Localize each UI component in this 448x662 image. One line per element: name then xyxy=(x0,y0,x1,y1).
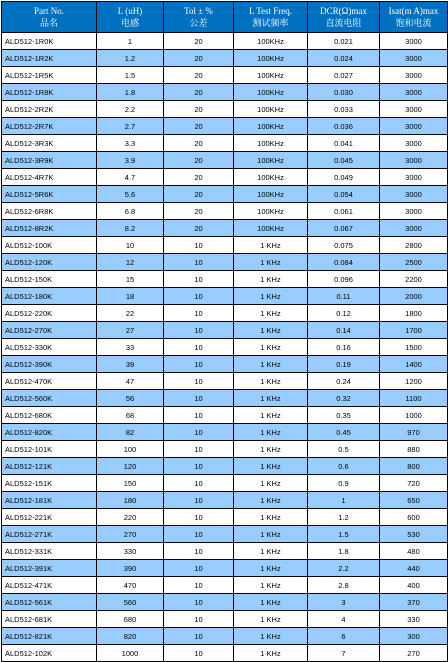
cell-inductance: 27 xyxy=(97,322,164,339)
header-test-freq xyxy=(234,2,308,33)
header-inductance-en: L (uH) xyxy=(117,6,143,16)
table-row xyxy=(2,67,448,84)
cell-isat: 3000 xyxy=(380,118,448,135)
cell-dcr: 0.5 xyxy=(308,441,380,458)
cell-isat: 3000 xyxy=(380,186,448,203)
table-row xyxy=(2,305,448,322)
cell-dcr: 0.9 xyxy=(308,475,380,492)
cell-dcr: 4 xyxy=(308,611,380,628)
cell-dcr: 0.021 xyxy=(308,33,380,50)
table-row xyxy=(2,407,448,424)
cell-isat: 440 xyxy=(380,560,448,577)
cell-test-freq: 1 KHz xyxy=(234,645,308,662)
cell-isat: 3000 xyxy=(380,152,448,169)
cell-part-no: ALD512-470K xyxy=(2,373,97,390)
cell-tolerance: 10 xyxy=(164,475,234,492)
cell-isat: 530 xyxy=(380,526,448,543)
cell-dcr: 0.049 xyxy=(308,169,380,186)
cell-tolerance: 10 xyxy=(164,390,234,407)
cell-isat: 880 xyxy=(380,441,448,458)
cell-tolerance: 20 xyxy=(164,152,234,169)
table-row xyxy=(2,475,448,492)
table-row xyxy=(2,424,448,441)
table-row xyxy=(2,594,448,611)
cell-part-no: ALD512-270K xyxy=(2,322,97,339)
table-row xyxy=(2,628,448,645)
cell-inductance: 820 xyxy=(97,628,164,645)
header-part-no xyxy=(2,2,97,33)
cell-inductance: 1.8 xyxy=(97,84,164,101)
cell-inductance: 120 xyxy=(97,458,164,475)
table-row xyxy=(2,509,448,526)
cell-dcr: 1.8 xyxy=(308,543,380,560)
cell-test-freq: 1 KHz xyxy=(234,322,308,339)
cell-inductance: 56 xyxy=(97,390,164,407)
cell-part-no: ALD512-150K xyxy=(2,271,97,288)
cell-dcr: 1.2 xyxy=(308,509,380,526)
cell-isat: 270 xyxy=(380,645,448,662)
table-row xyxy=(2,135,448,152)
cell-tolerance: 10 xyxy=(164,645,234,662)
cell-tolerance: 20 xyxy=(164,169,234,186)
cell-part-no: ALD512-121K xyxy=(2,458,97,475)
cell-dcr: 0.24 xyxy=(308,373,380,390)
table-row xyxy=(2,50,448,67)
cell-inductance: 220 xyxy=(97,509,164,526)
table-row xyxy=(2,237,448,254)
cell-isat: 3000 xyxy=(380,67,448,84)
cell-isat: 3000 xyxy=(380,220,448,237)
cell-part-no: ALD512-471K xyxy=(2,577,97,594)
cell-dcr: 0.35 xyxy=(308,407,380,424)
table-row xyxy=(2,322,448,339)
table-row xyxy=(2,373,448,390)
cell-part-no: ALD512-101K xyxy=(2,441,97,458)
cell-inductance: 39 xyxy=(97,356,164,373)
cell-isat: 1400 xyxy=(380,356,448,373)
cell-part-no: ALD512-5R6K xyxy=(2,186,97,203)
table-row xyxy=(2,560,448,577)
cell-test-freq: 100KHz xyxy=(234,186,308,203)
cell-part-no: ALD512-8R2K xyxy=(2,220,97,237)
cell-isat: 2500 xyxy=(380,254,448,271)
cell-test-freq: 100KHz xyxy=(234,50,308,67)
table-row xyxy=(2,645,448,662)
cell-test-freq: 1 KHz xyxy=(234,509,308,526)
cell-part-no: ALD512-390K xyxy=(2,356,97,373)
cell-dcr: 0.061 xyxy=(308,203,380,220)
cell-inductance: 22 xyxy=(97,305,164,322)
cell-test-freq: 1 KHz xyxy=(234,271,308,288)
cell-tolerance: 20 xyxy=(164,118,234,135)
cell-tolerance: 20 xyxy=(164,220,234,237)
cell-inductance: 10 xyxy=(97,237,164,254)
cell-test-freq: 1 KHz xyxy=(234,356,308,373)
cell-isat: 330 xyxy=(380,611,448,628)
table-row xyxy=(2,118,448,135)
table-row xyxy=(2,33,448,50)
cell-inductance: 100 xyxy=(97,441,164,458)
cell-tolerance: 10 xyxy=(164,339,234,356)
cell-isat: 300 xyxy=(380,628,448,645)
cell-dcr: 0.033 xyxy=(308,101,380,118)
cell-test-freq: 100KHz xyxy=(234,152,308,169)
cell-inductance: 2.7 xyxy=(97,118,164,135)
cell-part-no: ALD512-1R0K xyxy=(2,33,97,50)
cell-part-no: ALD512-120K xyxy=(2,254,97,271)
cell-dcr: 0.19 xyxy=(308,356,380,373)
header-tolerance-cn: 公差 xyxy=(189,18,208,28)
cell-dcr: 0.024 xyxy=(308,50,380,67)
cell-tolerance: 20 xyxy=(164,84,234,101)
cell-dcr: 0.067 xyxy=(308,220,380,237)
cell-part-no: ALD512-1R5K xyxy=(2,67,97,84)
cell-inductance: 82 xyxy=(97,424,164,441)
cell-dcr: 0.054 xyxy=(308,186,380,203)
cell-tolerance: 10 xyxy=(164,543,234,560)
cell-dcr: 0.027 xyxy=(308,67,380,84)
cell-isat: 1500 xyxy=(380,339,448,356)
cell-test-freq: 1 KHz xyxy=(234,390,308,407)
header-dcr-cn: 直流电阻 xyxy=(325,18,362,28)
cell-part-no: ALD512-1R8K xyxy=(2,84,97,101)
cell-tolerance: 10 xyxy=(164,322,234,339)
table-row xyxy=(2,577,448,594)
cell-part-no: ALD512-3R9K xyxy=(2,152,97,169)
cell-test-freq: 1 KHz xyxy=(234,543,308,560)
cell-tolerance: 10 xyxy=(164,526,234,543)
cell-inductance: 270 xyxy=(97,526,164,543)
header-row xyxy=(2,2,448,33)
cell-inductance: 330 xyxy=(97,543,164,560)
cell-test-freq: 1 KHz xyxy=(234,458,308,475)
cell-test-freq: 1 KHz xyxy=(234,475,308,492)
cell-inductance: 680 xyxy=(97,611,164,628)
cell-isat: 600 xyxy=(380,509,448,526)
cell-tolerance: 10 xyxy=(164,577,234,594)
cell-tolerance: 10 xyxy=(164,560,234,577)
table-row xyxy=(2,526,448,543)
table-row xyxy=(2,441,448,458)
cell-tolerance: 10 xyxy=(164,594,234,611)
table-row xyxy=(2,339,448,356)
cell-inductance: 8.2 xyxy=(97,220,164,237)
cell-tolerance: 10 xyxy=(164,271,234,288)
cell-part-no: ALD512-100K xyxy=(2,237,97,254)
cell-dcr: 0.084 xyxy=(308,254,380,271)
header-part-no-cn: 品名 xyxy=(39,18,58,28)
header-dcr xyxy=(308,2,380,33)
cell-dcr: 0.036 xyxy=(308,118,380,135)
table-row xyxy=(2,492,448,509)
cell-inductance: 1 xyxy=(97,33,164,50)
table-row xyxy=(2,611,448,628)
cell-part-no: ALD512-3R3K xyxy=(2,135,97,152)
cell-test-freq: 1 KHz xyxy=(234,441,308,458)
cell-tolerance: 10 xyxy=(164,254,234,271)
cell-tolerance: 10 xyxy=(164,237,234,254)
cell-test-freq: 1 KHz xyxy=(234,526,308,543)
cell-inductance: 12 xyxy=(97,254,164,271)
cell-dcr: 0.041 xyxy=(308,135,380,152)
cell-part-no: ALD512-180K xyxy=(2,288,97,305)
cell-tolerance: 10 xyxy=(164,407,234,424)
table-row xyxy=(2,186,448,203)
cell-inductance: 3.3 xyxy=(97,135,164,152)
cell-part-no: ALD512-391K xyxy=(2,560,97,577)
cell-tolerance: 10 xyxy=(164,458,234,475)
cell-isat: 2200 xyxy=(380,271,448,288)
cell-dcr: 0.45 xyxy=(308,424,380,441)
cell-part-no: ALD512-2R7K xyxy=(2,118,97,135)
cell-isat: 370 xyxy=(380,594,448,611)
cell-test-freq: 100KHz xyxy=(234,169,308,186)
cell-isat: 3000 xyxy=(380,135,448,152)
table-row xyxy=(2,220,448,237)
cell-part-no: ALD512-2R2K xyxy=(2,101,97,118)
cell-tolerance: 10 xyxy=(164,373,234,390)
cell-isat: 3000 xyxy=(380,101,448,118)
cell-part-no: ALD512-820K xyxy=(2,424,97,441)
cell-part-no: ALD512-181K xyxy=(2,492,97,509)
cell-isat: 2800 xyxy=(380,237,448,254)
table-row xyxy=(2,101,448,118)
cell-dcr: 0.16 xyxy=(308,339,380,356)
cell-part-no: ALD512-221K xyxy=(2,509,97,526)
cell-dcr: 3 xyxy=(308,594,380,611)
cell-inductance: 6.8 xyxy=(97,203,164,220)
cell-test-freq: 100KHz xyxy=(234,203,308,220)
cell-test-freq: 1 KHz xyxy=(234,373,308,390)
cell-isat: 1800 xyxy=(380,305,448,322)
cell-inductance: 5.6 xyxy=(97,186,164,203)
cell-test-freq: 1 KHz xyxy=(234,339,308,356)
cell-inductance: 1.5 xyxy=(97,67,164,84)
header-tolerance xyxy=(164,2,234,33)
cell-test-freq: 1 KHz xyxy=(234,611,308,628)
cell-tolerance: 10 xyxy=(164,492,234,509)
cell-inductance: 47 xyxy=(97,373,164,390)
cell-isat: 3000 xyxy=(380,33,448,50)
cell-inductance: 18 xyxy=(97,288,164,305)
header-inductance-cn: 电感 xyxy=(120,18,139,28)
cell-dcr: 0.11 xyxy=(308,288,380,305)
cell-dcr: 7 xyxy=(308,645,380,662)
cell-part-no: ALD512-330K xyxy=(2,339,97,356)
cell-part-no: ALD512-561K xyxy=(2,594,97,611)
cell-part-no: ALD512-1R2K xyxy=(2,50,97,67)
cell-test-freq: 100KHz xyxy=(234,67,308,84)
header-inductance xyxy=(97,2,164,33)
cell-inductance: 180 xyxy=(97,492,164,509)
table-header xyxy=(2,2,448,33)
cell-isat: 970 xyxy=(380,424,448,441)
cell-dcr: 0.12 xyxy=(308,305,380,322)
cell-test-freq: 1 KHz xyxy=(234,560,308,577)
cell-tolerance: 10 xyxy=(164,356,234,373)
cell-inductance: 560 xyxy=(97,594,164,611)
cell-inductance: 68 xyxy=(97,407,164,424)
cell-dcr: 0.030 xyxy=(308,84,380,101)
cell-tolerance: 10 xyxy=(164,509,234,526)
cell-part-no: ALD512-220K xyxy=(2,305,97,322)
table-row xyxy=(2,169,448,186)
cell-part-no: ALD512-681K xyxy=(2,611,97,628)
cell-tolerance: 20 xyxy=(164,67,234,84)
cell-isat: 2000 xyxy=(380,288,448,305)
cell-tolerance: 10 xyxy=(164,628,234,645)
cell-test-freq: 1 KHz xyxy=(234,254,308,271)
cell-isat: 1200 xyxy=(380,373,448,390)
table-row xyxy=(2,203,448,220)
cell-isat: 650 xyxy=(380,492,448,509)
cell-isat: 3000 xyxy=(380,203,448,220)
header-part-no-en: Part No. xyxy=(34,6,64,16)
cell-dcr: 0.32 xyxy=(308,390,380,407)
cell-inductance: 4.7 xyxy=(97,169,164,186)
cell-test-freq: 1 KHz xyxy=(234,594,308,611)
cell-tolerance: 20 xyxy=(164,135,234,152)
header-test-freq-en: L Test Freq. xyxy=(248,6,293,16)
cell-isat: 1100 xyxy=(380,390,448,407)
cell-inductance: 15 xyxy=(97,271,164,288)
cell-part-no: ALD512-271K xyxy=(2,526,97,543)
header-tolerance-en: Tol ± % xyxy=(184,6,213,16)
table-row xyxy=(2,152,448,169)
cell-tolerance: 20 xyxy=(164,33,234,50)
cell-isat: 3000 xyxy=(380,50,448,67)
cell-part-no: ALD512-560K xyxy=(2,390,97,407)
cell-test-freq: 100KHz xyxy=(234,33,308,50)
cell-dcr: 0.096 xyxy=(308,271,380,288)
cell-part-no: ALD512-102K xyxy=(2,645,97,662)
cell-inductance: 2.2 xyxy=(97,101,164,118)
cell-isat: 720 xyxy=(380,475,448,492)
cell-isat: 1700 xyxy=(380,322,448,339)
cell-dcr: 1.5 xyxy=(308,526,380,543)
inductor-spec-table xyxy=(1,1,448,662)
table-row xyxy=(2,356,448,373)
cell-test-freq: 100KHz xyxy=(234,84,308,101)
cell-tolerance: 10 xyxy=(164,288,234,305)
cell-isat: 480 xyxy=(380,543,448,560)
cell-dcr: 0.075 xyxy=(308,237,380,254)
table-body xyxy=(2,33,448,662)
cell-isat: 3000 xyxy=(380,169,448,186)
cell-dcr: 0.045 xyxy=(308,152,380,169)
header-isat-cn: 饱和电流 xyxy=(395,18,432,28)
cell-part-no: ALD512-821K xyxy=(2,628,97,645)
cell-isat: 3000 xyxy=(380,84,448,101)
header-dcr-en: DCR(Ω)max xyxy=(320,6,367,16)
cell-test-freq: 100KHz xyxy=(234,101,308,118)
cell-tolerance: 10 xyxy=(164,611,234,628)
cell-inductance: 1000 xyxy=(97,645,164,662)
cell-test-freq: 1 KHz xyxy=(234,628,308,645)
cell-tolerance: 20 xyxy=(164,101,234,118)
cell-isat: 1000 xyxy=(380,407,448,424)
cell-tolerance: 10 xyxy=(164,441,234,458)
cell-inductance: 390 xyxy=(97,560,164,577)
cell-test-freq: 1 KHz xyxy=(234,577,308,594)
cell-part-no: ALD512-151K xyxy=(2,475,97,492)
cell-dcr: 2.2 xyxy=(308,560,380,577)
cell-part-no: ALD512-331K xyxy=(2,543,97,560)
cell-part-no: ALD512-4R7K xyxy=(2,169,97,186)
cell-dcr: 0.14 xyxy=(308,322,380,339)
table-row xyxy=(2,271,448,288)
header-test-freq-cn: 测试频率 xyxy=(252,18,289,28)
cell-test-freq: 1 KHz xyxy=(234,407,308,424)
table-row xyxy=(2,84,448,101)
header-isat xyxy=(380,2,448,33)
cell-tolerance: 10 xyxy=(164,305,234,322)
cell-isat: 800 xyxy=(380,458,448,475)
cell-tolerance: 10 xyxy=(164,424,234,441)
cell-test-freq: 1 KHz xyxy=(234,492,308,509)
cell-test-freq: 100KHz xyxy=(234,220,308,237)
cell-part-no: ALD512-6R8K xyxy=(2,203,97,220)
cell-inductance: 3.9 xyxy=(97,152,164,169)
header-isat-en: Isat(m A)max xyxy=(388,6,439,16)
cell-test-freq: 1 KHz xyxy=(234,305,308,322)
cell-dcr: 6 xyxy=(308,628,380,645)
cell-dcr: 1 xyxy=(308,492,380,509)
cell-isat: 400 xyxy=(380,577,448,594)
cell-test-freq: 100KHz xyxy=(234,135,308,152)
cell-tolerance: 20 xyxy=(164,203,234,220)
table-row xyxy=(2,390,448,407)
cell-tolerance: 20 xyxy=(164,50,234,67)
cell-dcr: 0.6 xyxy=(308,458,380,475)
cell-tolerance: 20 xyxy=(164,186,234,203)
cell-inductance: 1.2 xyxy=(97,50,164,67)
table-row xyxy=(2,254,448,271)
table-row xyxy=(2,288,448,305)
cell-dcr: 2.8 xyxy=(308,577,380,594)
cell-test-freq: 1 KHz xyxy=(234,288,308,305)
cell-inductance: 33 xyxy=(97,339,164,356)
cell-inductance: 470 xyxy=(97,577,164,594)
table-row xyxy=(2,458,448,475)
table-row xyxy=(2,543,448,560)
cell-test-freq: 1 KHz xyxy=(234,237,308,254)
cell-part-no: ALD512-680K xyxy=(2,407,97,424)
cell-test-freq: 1 KHz xyxy=(234,424,308,441)
cell-inductance: 150 xyxy=(97,475,164,492)
cell-test-freq: 100KHz xyxy=(234,118,308,135)
